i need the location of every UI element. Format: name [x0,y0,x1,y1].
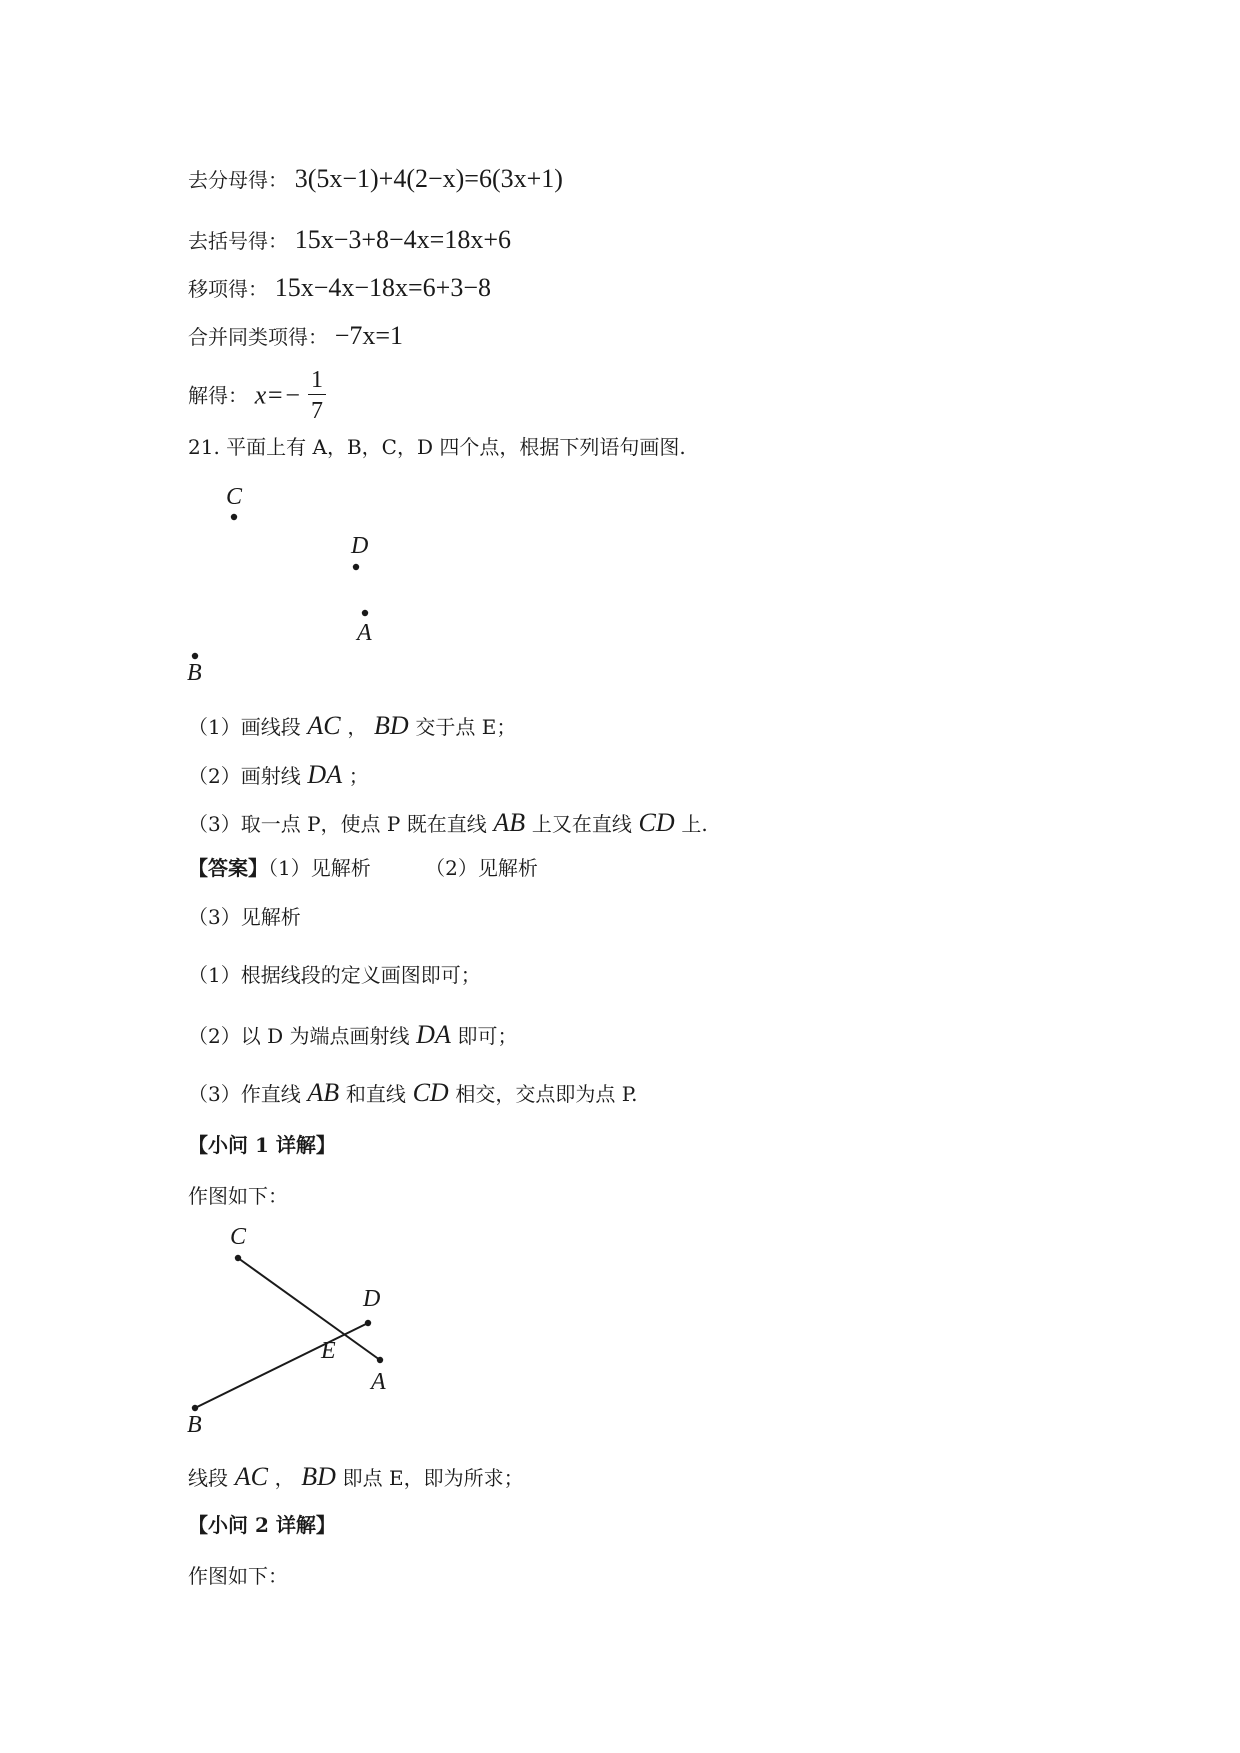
segment-bd [195,1323,368,1408]
step-equation: 15x−4x−18x=6+3−8 [274,273,492,302]
label-e: E [321,1338,336,1364]
line-ab: AB [307,1078,340,1107]
fraction [308,368,326,423]
part-text: （2）以 D 为端点画射线 [188,1024,410,1048]
label-a: A [371,1369,386,1395]
point-a [362,610,368,616]
label-b: B [187,660,202,686]
segment-bd: BD [374,711,409,740]
step-equation: −7x=1 [334,321,404,350]
detail-1-conclusion [188,1464,524,1490]
ray-da: DA [307,760,343,789]
label-a: A [357,620,372,646]
answer-3: （3）见解析 [188,905,301,929]
part-text: 上. [681,812,708,836]
part-text: （3）取一点 P，使点 P 既在直线 [188,812,487,836]
part-text: 交于点 E； [415,715,517,739]
part-text: ， [347,715,368,739]
detail-2-intro: 作图如下： [188,1564,288,1588]
point-c [231,514,237,520]
step-label: 去分母得： [188,168,288,192]
part-text: ， [274,1466,295,1490]
line-ab: AB [493,808,526,837]
part-text: 即点 E，即为所求； [342,1466,524,1490]
point-d [353,564,359,570]
answer-line [188,858,538,878]
fraction-numerator: 1 [308,368,326,395]
analysis-3 [188,1080,638,1106]
point-a [377,1357,383,1363]
point-b [192,1405,198,1411]
part-text: ； [348,764,369,788]
point-d [365,1320,371,1326]
answer-2: （2）见解析 [425,856,538,880]
analysis-2 [188,1022,518,1048]
problem-part-2 [188,762,369,788]
detail-1-intro: 作图如下： [188,1184,288,1208]
step-label: 合并同类项得： [188,325,328,349]
figure-segments [180,1222,600,1452]
step-equation: 15x−3+8−4x=18x+6 [294,225,512,254]
part-text: 和直线 [345,1082,406,1106]
step-equation: x=− [254,380,302,410]
part-text: （1）画线段 [188,715,301,739]
step-label: 去括号得： [188,229,288,253]
label-d: D [363,1286,381,1312]
step-remove-brackets [188,227,511,253]
detail-2-title: 【小问 2 详解】 [188,1513,336,1537]
part-text: （3）作直线 [188,1082,301,1106]
step-combine-terms [188,323,403,349]
label-d: D [351,533,369,559]
segment-bd: BD [301,1462,336,1491]
problem-statement: 21. 平面上有 A，B，C，D 四个点，根据下列语句画图. [188,435,686,459]
analysis-1: （1）根据线段的定义画图即可； [188,963,481,987]
label-c: C [226,484,243,510]
point-c [235,1255,241,1261]
part-text: 即可； [457,1024,518,1048]
label-c: C [230,1224,247,1250]
part-text: 上又在直线 [531,812,632,836]
step-label: 解得： [188,383,248,408]
answer-head: 【答案】 [188,856,268,880]
step-move-terms [188,275,491,301]
step-equation: 3(5x−1)+4(2−x)=6(3x+1) [294,164,563,193]
point-b [192,653,198,659]
detail-1-title: 【小问 1 详解】 [188,1133,336,1157]
part-text: （2）画射线 [188,764,301,788]
problem-part-1 [188,713,516,739]
label-b: B [187,1412,202,1438]
fraction-denominator: 7 [311,398,324,424]
ray-da: DA [416,1020,451,1049]
step-solve [188,368,326,423]
segment-ac: AC [234,1462,268,1491]
answer-1: （1）见解析 [268,856,371,880]
step-clear-denominator [188,166,563,192]
line-cd: CD [412,1078,449,1107]
problem-part-3 [188,810,708,836]
segment-ac: AC [307,711,341,740]
line-cd: CD [638,808,675,837]
step-label: 移项得： [188,277,268,301]
figure-points [180,480,600,690]
part-text: 相交，交点即为点 P. [455,1082,638,1106]
part-text: 线段 [188,1466,228,1490]
segment-ca [238,1258,380,1360]
